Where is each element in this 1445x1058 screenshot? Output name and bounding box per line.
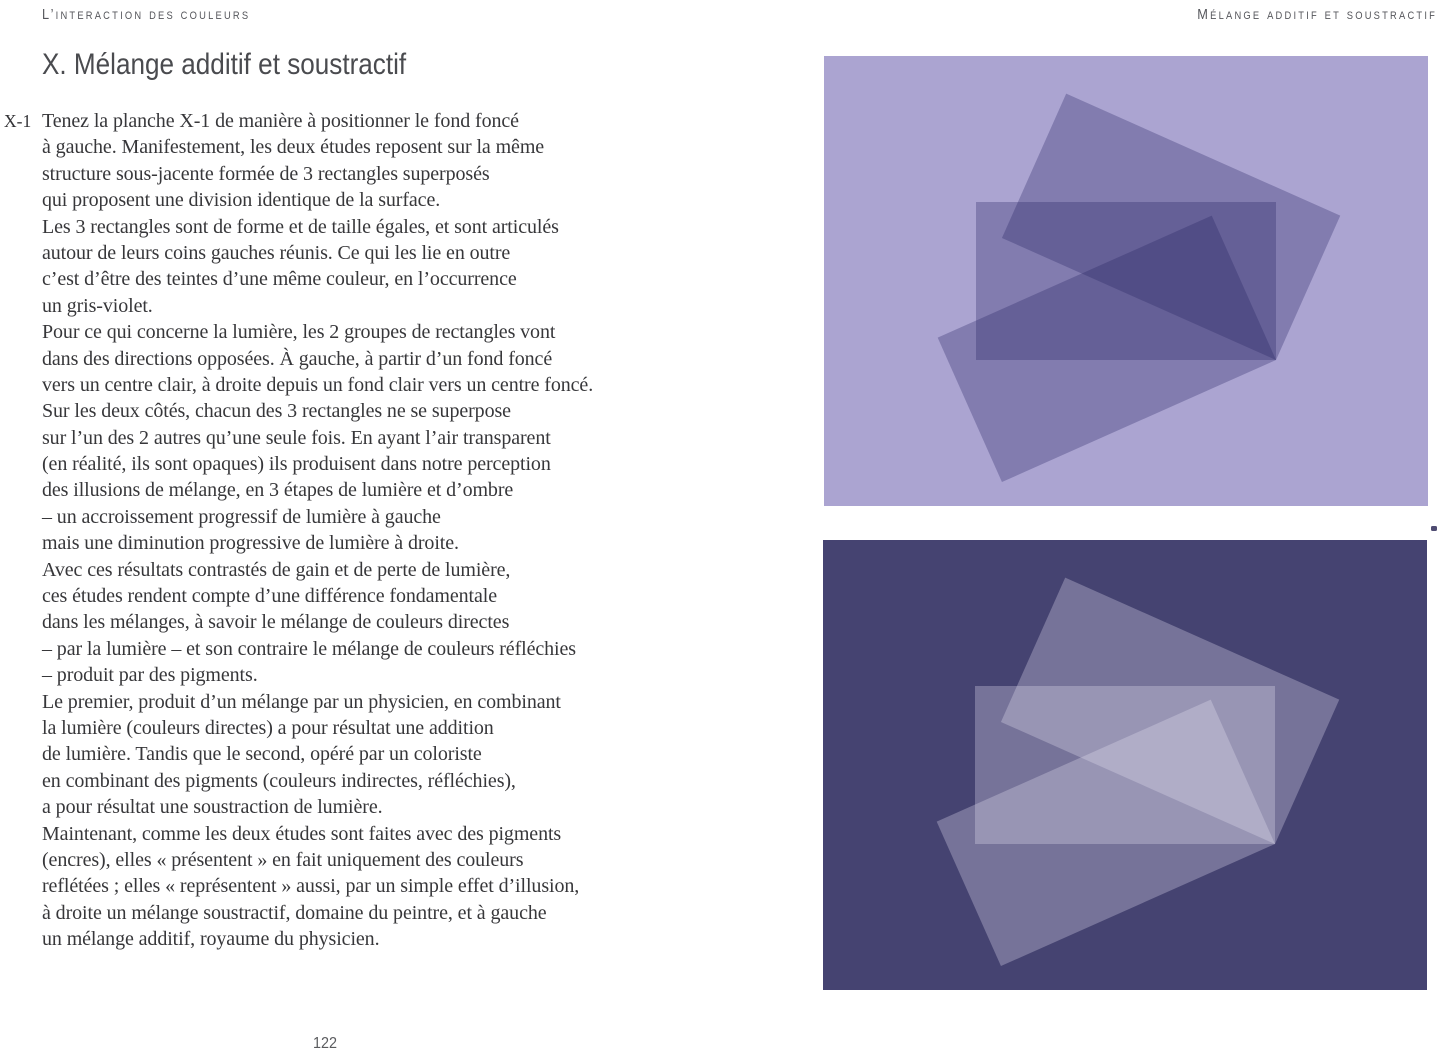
body-line: à droite un mélange soustractif, domaine du peintre, et à gauche: [42, 901, 547, 924]
body-line: des illusions de mélange, en 3 étapes de lumière et d’ombre: [42, 479, 514, 502]
body-line: autour de leurs coins gauches réunis. Ce qui les lie en outre: [42, 241, 511, 264]
body-line: de lumière. Tandis que le second, opéré par un coloriste: [42, 743, 482, 766]
body-line: dans des directions opposées. À gauche, à partir d’un fond foncé: [42, 347, 553, 370]
body-line: Maintenant, comme les deux études sont faites avec des pigments: [42, 822, 562, 845]
chapter-title: X. Mélange additif et soustractif: [42, 48, 407, 81]
body-line: c’est d’être des teintes d’une même couleur, en l’occurrence: [42, 268, 517, 291]
body-line: a pour résultat une soustraction de lumière.: [42, 796, 383, 819]
page-number: 122: [313, 1035, 338, 1052]
print-speck: [1431, 526, 1437, 531]
body-line: qui proposent une division identique de la surface.: [42, 189, 441, 212]
body-line: (en réalité, ils sont opaques) ils produisent dans notre perception: [42, 453, 551, 476]
body-line: – un accroissement progressif de lumière à gauche: [42, 505, 441, 528]
body-line: la lumière (couleurs directes) a pour résultat une addition: [42, 716, 494, 739]
plate-reference-label: X-1: [4, 111, 32, 131]
body-line: ces études rendent compte d’une différence fondamentale: [42, 585, 498, 608]
body-line: Les 3 rectangles sont de forme et de taille égales, et sont articulés: [42, 215, 559, 238]
body-text-column: [42, 108, 702, 953]
running-head-left: L’interaction des couleurs: [42, 6, 251, 23]
body-line: (encres), elles « présentent » en fait uniquement des couleurs: [42, 848, 524, 871]
body-line: un mélange additif, royaume du physicien.: [42, 928, 380, 951]
body-line: Pour ce qui concerne la lumière, les 2 groupes de rectangles vont: [42, 321, 556, 344]
plate-x1-light-ground: [824, 56, 1428, 506]
body-line: en combinant des pigments (couleurs indirectes, réfléchies),: [42, 769, 516, 792]
plate-x1-dark-ground: [823, 540, 1427, 990]
running-head-right: Mélange additif et soustractif: [1197, 6, 1437, 23]
body-line: – produit par des pigments.: [42, 664, 258, 687]
body-line: Avec ces résultats contrastés de gain et de perte de lumière,: [42, 558, 511, 581]
body-line: Sur les deux côtés, chacun des 3 rectangles ne se superpose: [42, 400, 511, 423]
body-line: dans les mélanges, à savoir le mélange de couleurs directes: [42, 611, 510, 634]
body-line: mais une diminution progressive de lumière à droite.: [42, 532, 459, 555]
body-line: reflétées ; elles « représentent » aussi, par un simple effet d’illusion,: [42, 875, 580, 898]
body-line: Le premier, produit d’un mélange par un physicien, en combinant: [42, 690, 561, 713]
body-line: structure sous-jacente formée de 3 rectangles superposés: [42, 162, 490, 185]
body-line: à gauche. Manifestement, les deux études reposent sur la même: [42, 136, 545, 159]
body-line: un gris-violet.: [42, 294, 153, 317]
body-line: vers un centre clair, à droite depuis un fond clair vers un centre foncé.: [42, 373, 594, 396]
body-line: sur l’un des 2 autres qu’une seule fois. En ayant l’air transparent: [42, 426, 551, 449]
body-line: – par la lumière – et son contraire le mélange de couleurs réfléchies: [42, 637, 576, 660]
body-line: Tenez la planche X-1 de manière à positionner le fond foncé: [42, 110, 519, 132]
